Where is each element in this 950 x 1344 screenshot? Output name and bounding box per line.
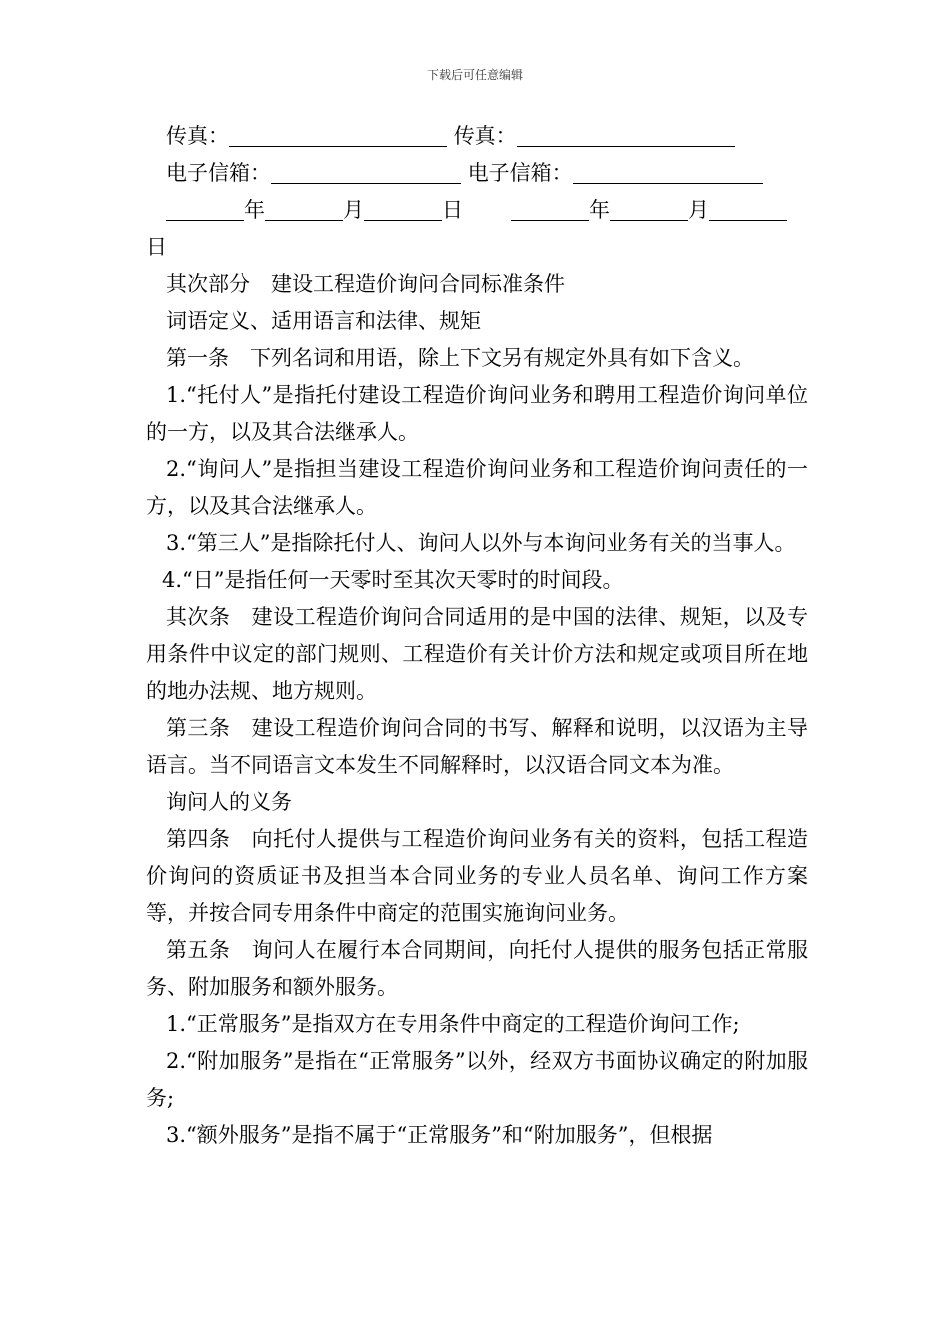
email-blank-2	[573, 161, 763, 184]
article-5: 第五条 询问人在履行本合同期间，向托付人提供的服务包括正常服务、附加服务和额外服务。	[146, 938, 808, 999]
date-day-overflow: 日	[146, 235, 167, 259]
definition-2: 2.“询问人”是指担当建设工程造价询问业务和工程造价询问责任的一方，以及其合法继承人。	[146, 457, 808, 518]
email-label-2: 电子信箱：	[467, 161, 573, 185]
email-row	[146, 155, 808, 192]
header-note: 下载后可任意编辑	[426, 68, 523, 82]
year-blank	[166, 198, 244, 221]
email-blank	[271, 161, 461, 184]
definition-4: 4.“日”是指任何一天零时至其次天零时的时间段。	[162, 568, 624, 592]
day-blank-2	[709, 198, 787, 221]
fax-label: 传真：	[166, 124, 229, 148]
year-label-2: 年	[589, 198, 610, 222]
month-label-2: 月	[688, 198, 709, 222]
day-blank	[364, 198, 442, 221]
article-1: 第一条 下列名词和用语，除上下文另有规定外具有如下含义。	[166, 346, 754, 370]
definition-1: 1.“托付人”是指托付建设工程造价询问业务和聘用工程造价询问单位的一方，以及其合法继承人。	[146, 383, 808, 444]
year-blank-2	[511, 198, 589, 221]
article-3: 第三条 建设工程造价询问合同的书写、解释和说明，以汉语为主导语言。当不同语言文本发生不同解释时，以汉语合同文本为准。	[146, 716, 808, 777]
section-definitions: 词语定义、适用语言和法律、规矩	[166, 309, 481, 333]
section-duties: 询问人的义务	[166, 790, 292, 814]
month-label: 月	[343, 198, 364, 222]
article-4: 第四条 向托付人提供与工程造价询问业务有关的资料，包括工程造价询问的资质证书及担当本合同业务的专业人员名单、询问工作方案等，并按合同专用条件中商定的范围实施询问业务。	[146, 827, 808, 925]
definition-3: 3.“第三人”是指除托付人、询问人以外与本询问业务有关的当事人。	[166, 531, 796, 555]
article-2: 其次条 建设工程造价询问合同适用的是中国的法律、规矩，以及专用条件中议定的部门规则、工程造价有关计价方法和规定或项目所在地的地办法规、地方规则。	[146, 605, 808, 703]
service-3: 3.“额外服务”是指不属于“正常服务”和“附加服务”，但根据	[166, 1123, 713, 1147]
fax-label-2: 传真：	[453, 124, 517, 148]
month-blank	[265, 198, 343, 221]
year-label: 年	[244, 198, 265, 222]
month-blank-2	[610, 198, 688, 221]
part-title: 其次部分 建设工程造价询问合同标准条件	[166, 272, 565, 296]
service-1: 1.“正常服务”是指双方在专用条件中商定的工程造价询问工作;	[166, 1012, 740, 1036]
date-row	[146, 192, 808, 229]
fax-blank	[229, 124, 447, 147]
service-2: 2.“附加服务”是指在“正常服务”以外，经双方书面协议确定的附加服务;	[146, 1049, 808, 1110]
document-body	[146, 118, 808, 1154]
fax-blank-2	[517, 124, 735, 147]
email-label: 电子信箱：	[166, 161, 271, 185]
day-label: 日	[442, 198, 463, 222]
fax-row	[146, 118, 808, 155]
